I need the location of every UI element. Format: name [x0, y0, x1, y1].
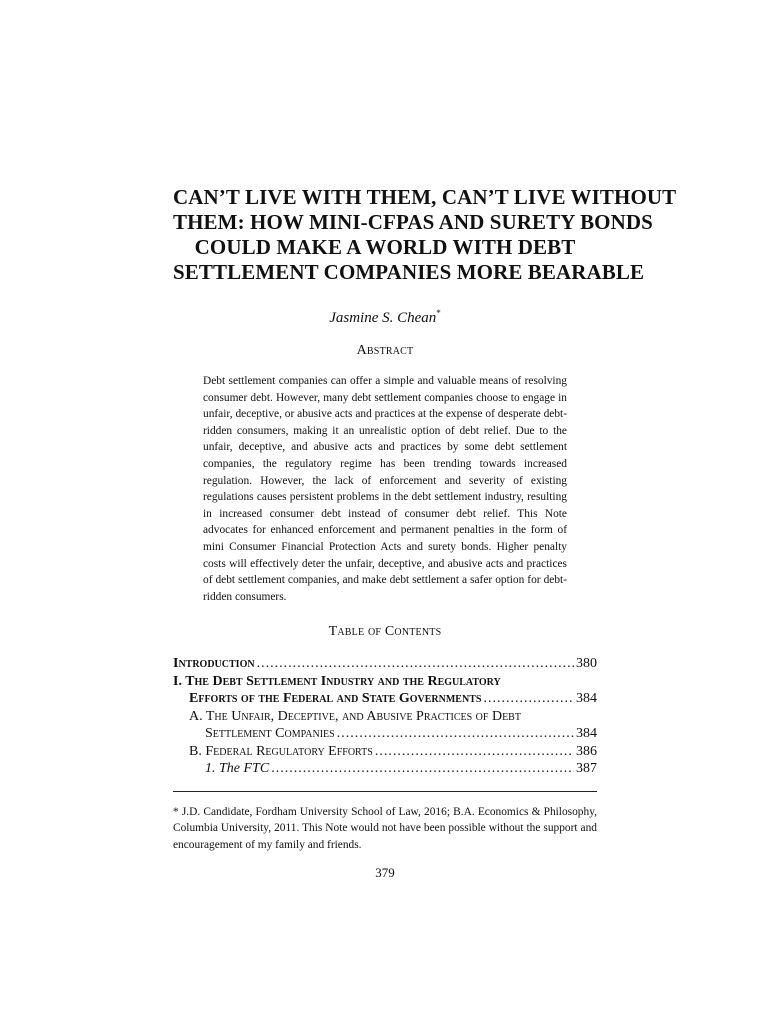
footnote-divider	[173, 791, 597, 792]
toc-entry-introduction	[173, 655, 597, 673]
title-line: CAN’T LIVE WITH THEM, CAN’T LIVE WITHOUT	[173, 185, 677, 209]
toc-entry-section-a	[173, 725, 597, 743]
toc-entry-label: Settlement Companies	[205, 726, 335, 742]
table-of-contents	[173, 655, 597, 778]
toc-entry-page: 384	[576, 691, 597, 707]
document-page	[173, 185, 677, 881]
toc-entry-part-one	[173, 690, 597, 708]
author-line	[173, 304, 597, 327]
author-name: Jasmine S. Chean	[329, 310, 437, 326]
toc-leader-dots	[337, 725, 574, 743]
toc-entry-page: 387	[576, 761, 597, 777]
page-number: 379	[375, 864, 395, 880]
toc-heading: Table of Contents	[328, 624, 442, 640]
toc-entry-ftc	[173, 760, 597, 778]
title-line: SETTLEMENT COMPANIES MORE BEARABLE	[173, 260, 645, 284]
author-footnote-mark: *	[436, 308, 441, 318]
toc-leader-dots	[271, 760, 574, 778]
toc-leader-dots	[375, 743, 574, 761]
toc-entry-page: 380	[576, 656, 597, 672]
toc-entry-part-one-line1: I. The Debt Settlement Industry and the Regulatory	[173, 673, 501, 689]
article-title	[173, 185, 677, 285]
title-line: COULD MAKE A WORLD WITH DEBT	[194, 235, 576, 259]
toc-leader-dots	[257, 655, 574, 673]
toc-entry-label: B. Federal Regulatory Efforts	[189, 743, 373, 759]
toc-entry-section-b	[173, 743, 597, 761]
toc-leader-dots	[483, 690, 574, 708]
toc-entry-label: Efforts of the Federal and State Governments	[189, 691, 482, 707]
toc-entry-page: 386	[576, 743, 597, 759]
toc-entry-section-a-line1: A. The Unfair, Deceptive, and Abusive Practices of Debt	[189, 708, 521, 724]
title-line: THEM: HOW MINI-CFPAS AND SURETY BONDS	[173, 210, 653, 234]
abstract-heading: Abstract	[356, 343, 414, 358]
toc-entry-label: 1. The FTC	[205, 761, 270, 777]
toc-entry-page: 384	[576, 726, 597, 742]
author-footnote: * J.D. Candidate, Fordham University School of Law, 2016; B.A. Economics & Philosophy, Columbia University, 2011. This Note would not have been possible without the support and encouragement of my family and friends.	[173, 805, 597, 851]
abstract-text: Debt settlement companies can offer a simple and valuable means of resolving consumer debt. However, many debt settlement companies choose to engage in unfair, deceptive, or abusive acts and practices at the expense of desperate debt-ridden consumers, making it an unrealistic option of debt relief. Due to the unfair, deceptive, and abusive acts and practices by some debt settlement companies, the regulatory regime has been trending towards increased regulation. However, the lack of enforcement and severity of existing regulations causes persistent problems in the debt settlement industry, resulting in increased consumer debt instead of consumer debt relief. This Note advocates for enhanced enforcement and permanent penalties in the form of mini Consumer Financial Protection Acts and surety bonds. Higher penalty costs will effectively deter the unfair, deceptive, and abusive acts and practices of debt settlement companies, and make debt settlement a safer option for debt-ridden consumers.	[203, 375, 567, 603]
toc-entry-label: Introduction	[173, 656, 255, 672]
